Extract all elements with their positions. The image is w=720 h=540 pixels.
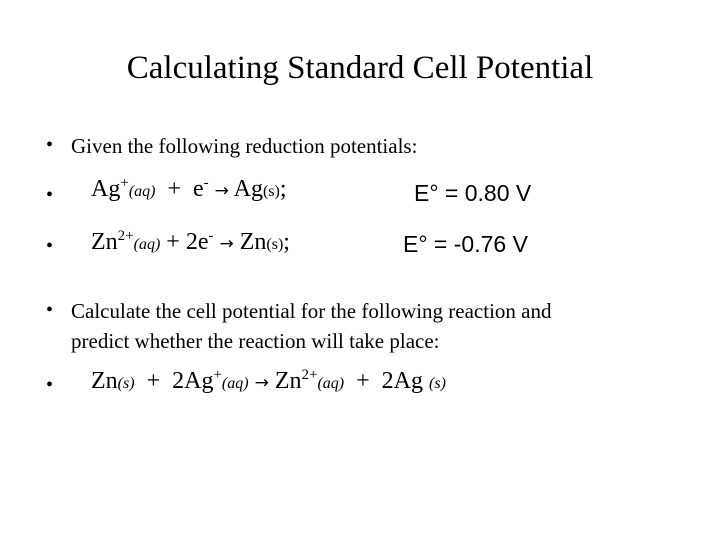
semicolon: ;: [283, 229, 290, 255]
product: Zn: [239, 229, 267, 255]
state: (s): [429, 375, 446, 392]
reactant: Ag: [91, 176, 121, 202]
plus-sign: +: [356, 368, 370, 394]
bullet-marker: •: [46, 299, 54, 321]
slide-title: Calculating Standard Cell Potential: [126, 50, 594, 86]
reactant: Zn: [91, 229, 118, 255]
electron-charge: -: [203, 175, 209, 191]
bullet-text-line1: Calculate the cell potential for the following reaction and: [71, 299, 552, 323]
electron-charge: -: [208, 228, 214, 244]
charge: +: [213, 367, 222, 383]
charge: +: [120, 175, 129, 191]
standard-potential: E° = 0.80 V: [414, 180, 532, 206]
product-silver: 2Ag: [381, 368, 424, 394]
state: (s): [117, 375, 135, 392]
charge: 2+: [117, 228, 134, 244]
state: (aq): [128, 183, 156, 200]
semicolon: ;: [279, 176, 287, 202]
arrow-icon: →: [219, 234, 234, 254]
reaction-equation: [91, 229, 290, 256]
bullet-text: Given the following reduction potentials:: [71, 134, 418, 158]
state: (aq): [221, 375, 249, 392]
electron: e: [193, 176, 204, 202]
charge: 2+: [301, 367, 318, 383]
bullet-marker: •: [46, 134, 54, 156]
arrow-icon: →: [214, 181, 229, 201]
standard-potential: E° = -0.76 V: [403, 231, 528, 257]
state: (aq): [133, 236, 161, 253]
product-state: (s): [262, 183, 280, 200]
product-state: (s): [266, 236, 284, 253]
arrow-icon: →: [254, 373, 269, 393]
reactant-silver-ion: 2Ag: [172, 368, 214, 394]
product: Ag: [233, 176, 263, 202]
state: (aq): [317, 375, 345, 392]
electrons: + 2e: [166, 229, 209, 255]
product-zinc-ion: Zn: [274, 368, 302, 394]
overall-equation: [91, 368, 446, 395]
bullet-text-line2: predict whether the reaction will take place:: [71, 329, 440, 353]
reactant-zinc: Zn: [91, 368, 118, 394]
plus-sign: +: [146, 368, 161, 394]
bullet-marker: •: [46, 235, 54, 257]
plus-sign: +: [167, 176, 182, 202]
bullet-marker: •: [46, 184, 54, 206]
bullet-marker: •: [46, 374, 54, 396]
reaction-equation: [91, 176, 287, 203]
